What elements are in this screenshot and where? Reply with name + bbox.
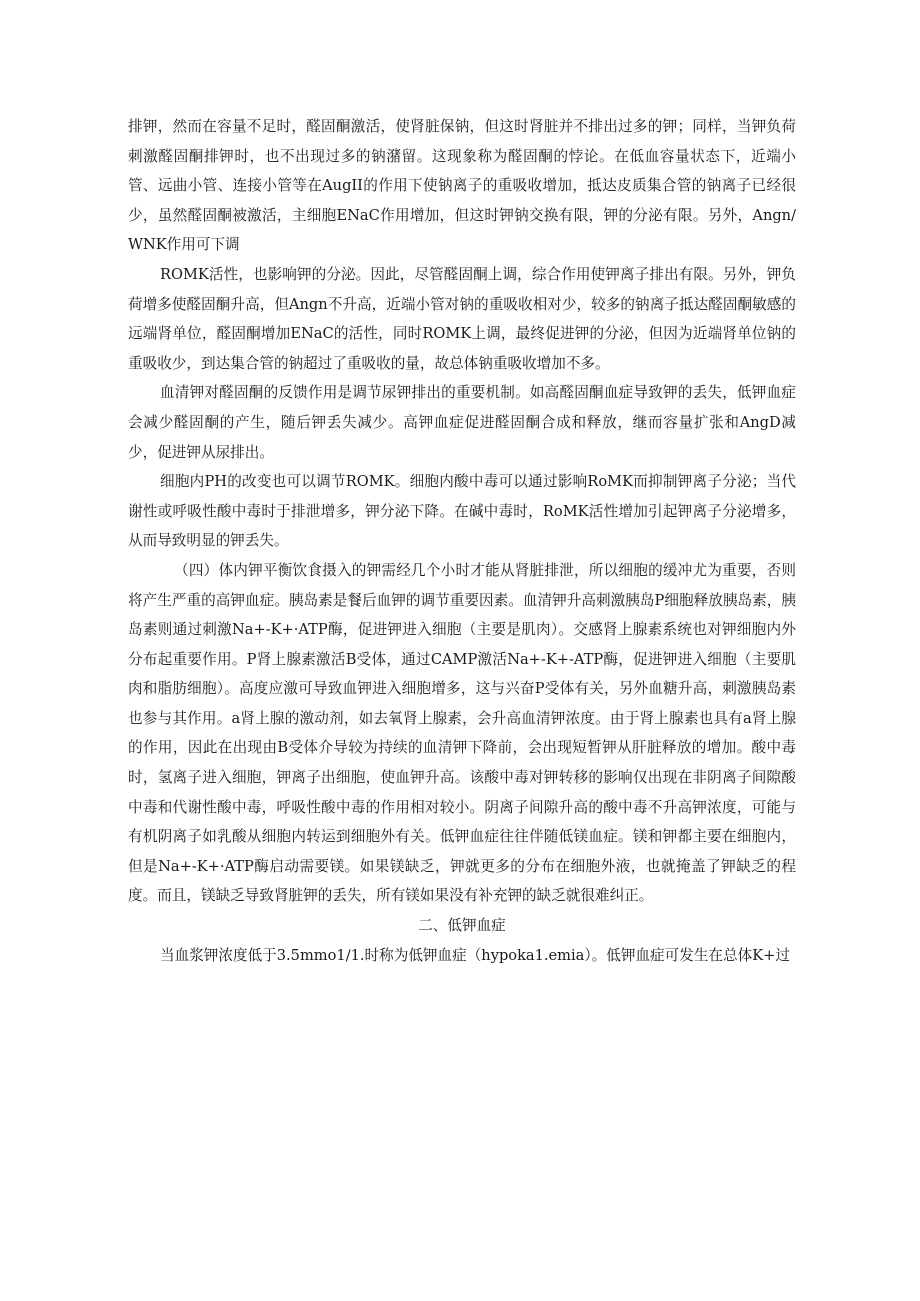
document-body <box>128 112 796 970</box>
paragraph-aldosterone-paradox: 排钾，然而在容量不足时，醛固酮激活，使肾脏保钠，但这时肾脏并不排出过多的钾；同样，当钾负荷刺激醛固酮排钾时，也不出现过多的钠潴留。这现象称为醛固酮的悖论。在低血容量状态下，近端小管、远曲小管、连接小管等在AugII的作用下使钠离子的重吸收增加，抵达皮质集合管的钠离子已经很少，虽然醛固酮被激活，主细胞ENaC作用增加，但这时钾钠交换有限，钾的分泌有限。另外，Angn/WNK作用可下调 <box>128 118 796 254</box>
section-heading-hypokalemia: 二、低钾血症 <box>418 917 506 935</box>
paragraph-serum-potassium-feedback: 血清钾对醛固酮的反馈作用是调节尿钾排出的重要机制。如高醛固酮血症导致钾的丢失，低钾血症会减少醛固酮的产生，随后钾丢失减少。高钾血症促进醛固酮合成和释放，继而容量扩张和AngD减少，促进钾从尿排出。 <box>128 384 796 461</box>
paragraph-romk-activity: ROMK活性，也影响钾的分泌。因此，尽管醛固酮上调，综合作用使钾离子排出有限。另外，钾负荷增多使醛固酮升高，但Angn不升高，近端小管对钠的重吸收相对少，较多的钠离子抵达醛固酮敏感的远端肾单位，醛固酮增加ENaC的活性，同时ROMK上调，最终促进钾的分泌，但因为近端肾单位钠的重吸收少，到达集合管的钠超过了重吸收的量，故总体钠重吸收增加不多。 <box>128 265 796 372</box>
paragraph-hypokalemia-definition: 当血浆钾浓度低于3.5mmo1∕1.时称为低钾血症（hypoka1.emia）。低钾血症可发生在总体K+过 <box>160 946 790 964</box>
paragraph-potassium-balance: （四）体内钾平衡饮食摄入的钾需经几个小时才能从肾脏排泄，所以细胞的缓冲尤为重要，否则将产生严重的高钾血症。胰岛素是餐后血钾的调节重要因素。血清钾升高刺激胰岛P细胞释放胰岛素，胰岛素则通过刺激Na+-K+·ATP酶，促进钾进入细胞（主要是肌肉）。交感肾上腺素系统也对钾细胞内外分布起重要作用。P肾上腺素激活B受体，通过CAMP激活Na+-K+-ATP酶，促进钾进入细胞（主要肌肉和脂肪细胞）。高度应激可导致血钾进入细胞增多，这与兴奋P受体有关，另外血糖升高，刺激胰岛素也参与其作用。a肾上腺的激动剂，如去氧肾上腺素，会升高血清钾浓度。由于肾上腺素也具有a肾上腺的作用，因此在出现由B受体介导较为持续的血清钾下降前，会出现短暂钾从肝脏释放的增加。酸中毒时，氢离子进入细胞，钾离子出细胞，使血钾升高。该酸中毒对钾转移的影响仅出现在非阴离子间隙酸中毒和代谢性酸中毒，呼吸性酸中毒的作用相对较小。阴离子间隙升高的酸中毒不升高钾浓度，可能与有机阴离子如乳酸从细胞内转运到细胞外有关。低钾血症往往伴随低镁血症。镁和钾都主要在细胞内，但是Na+-K+·ATP酶启动需要镁。如果镁缺乏，钾就更多的分布在细胞外液，也就掩盖了钾缺乏的程度。而且，镁缺乏导致肾脏钾的丢失，所有镁如果没有补充钾的缺乏就很难纠正。 <box>128 561 796 905</box>
paragraph-intracellular-ph: 细胞内PH的改变也可以调节ROMK。细胞内酸中毒可以通过影响RoMK而抑制钾离子分泌；当代谢性或呼吸性酸中毒时于排泄增多，钾分泌下降。在碱中毒时，RoMK活性增加引起钾离子分泌增多，从而导致明显的钾丢失。 <box>128 473 796 550</box>
